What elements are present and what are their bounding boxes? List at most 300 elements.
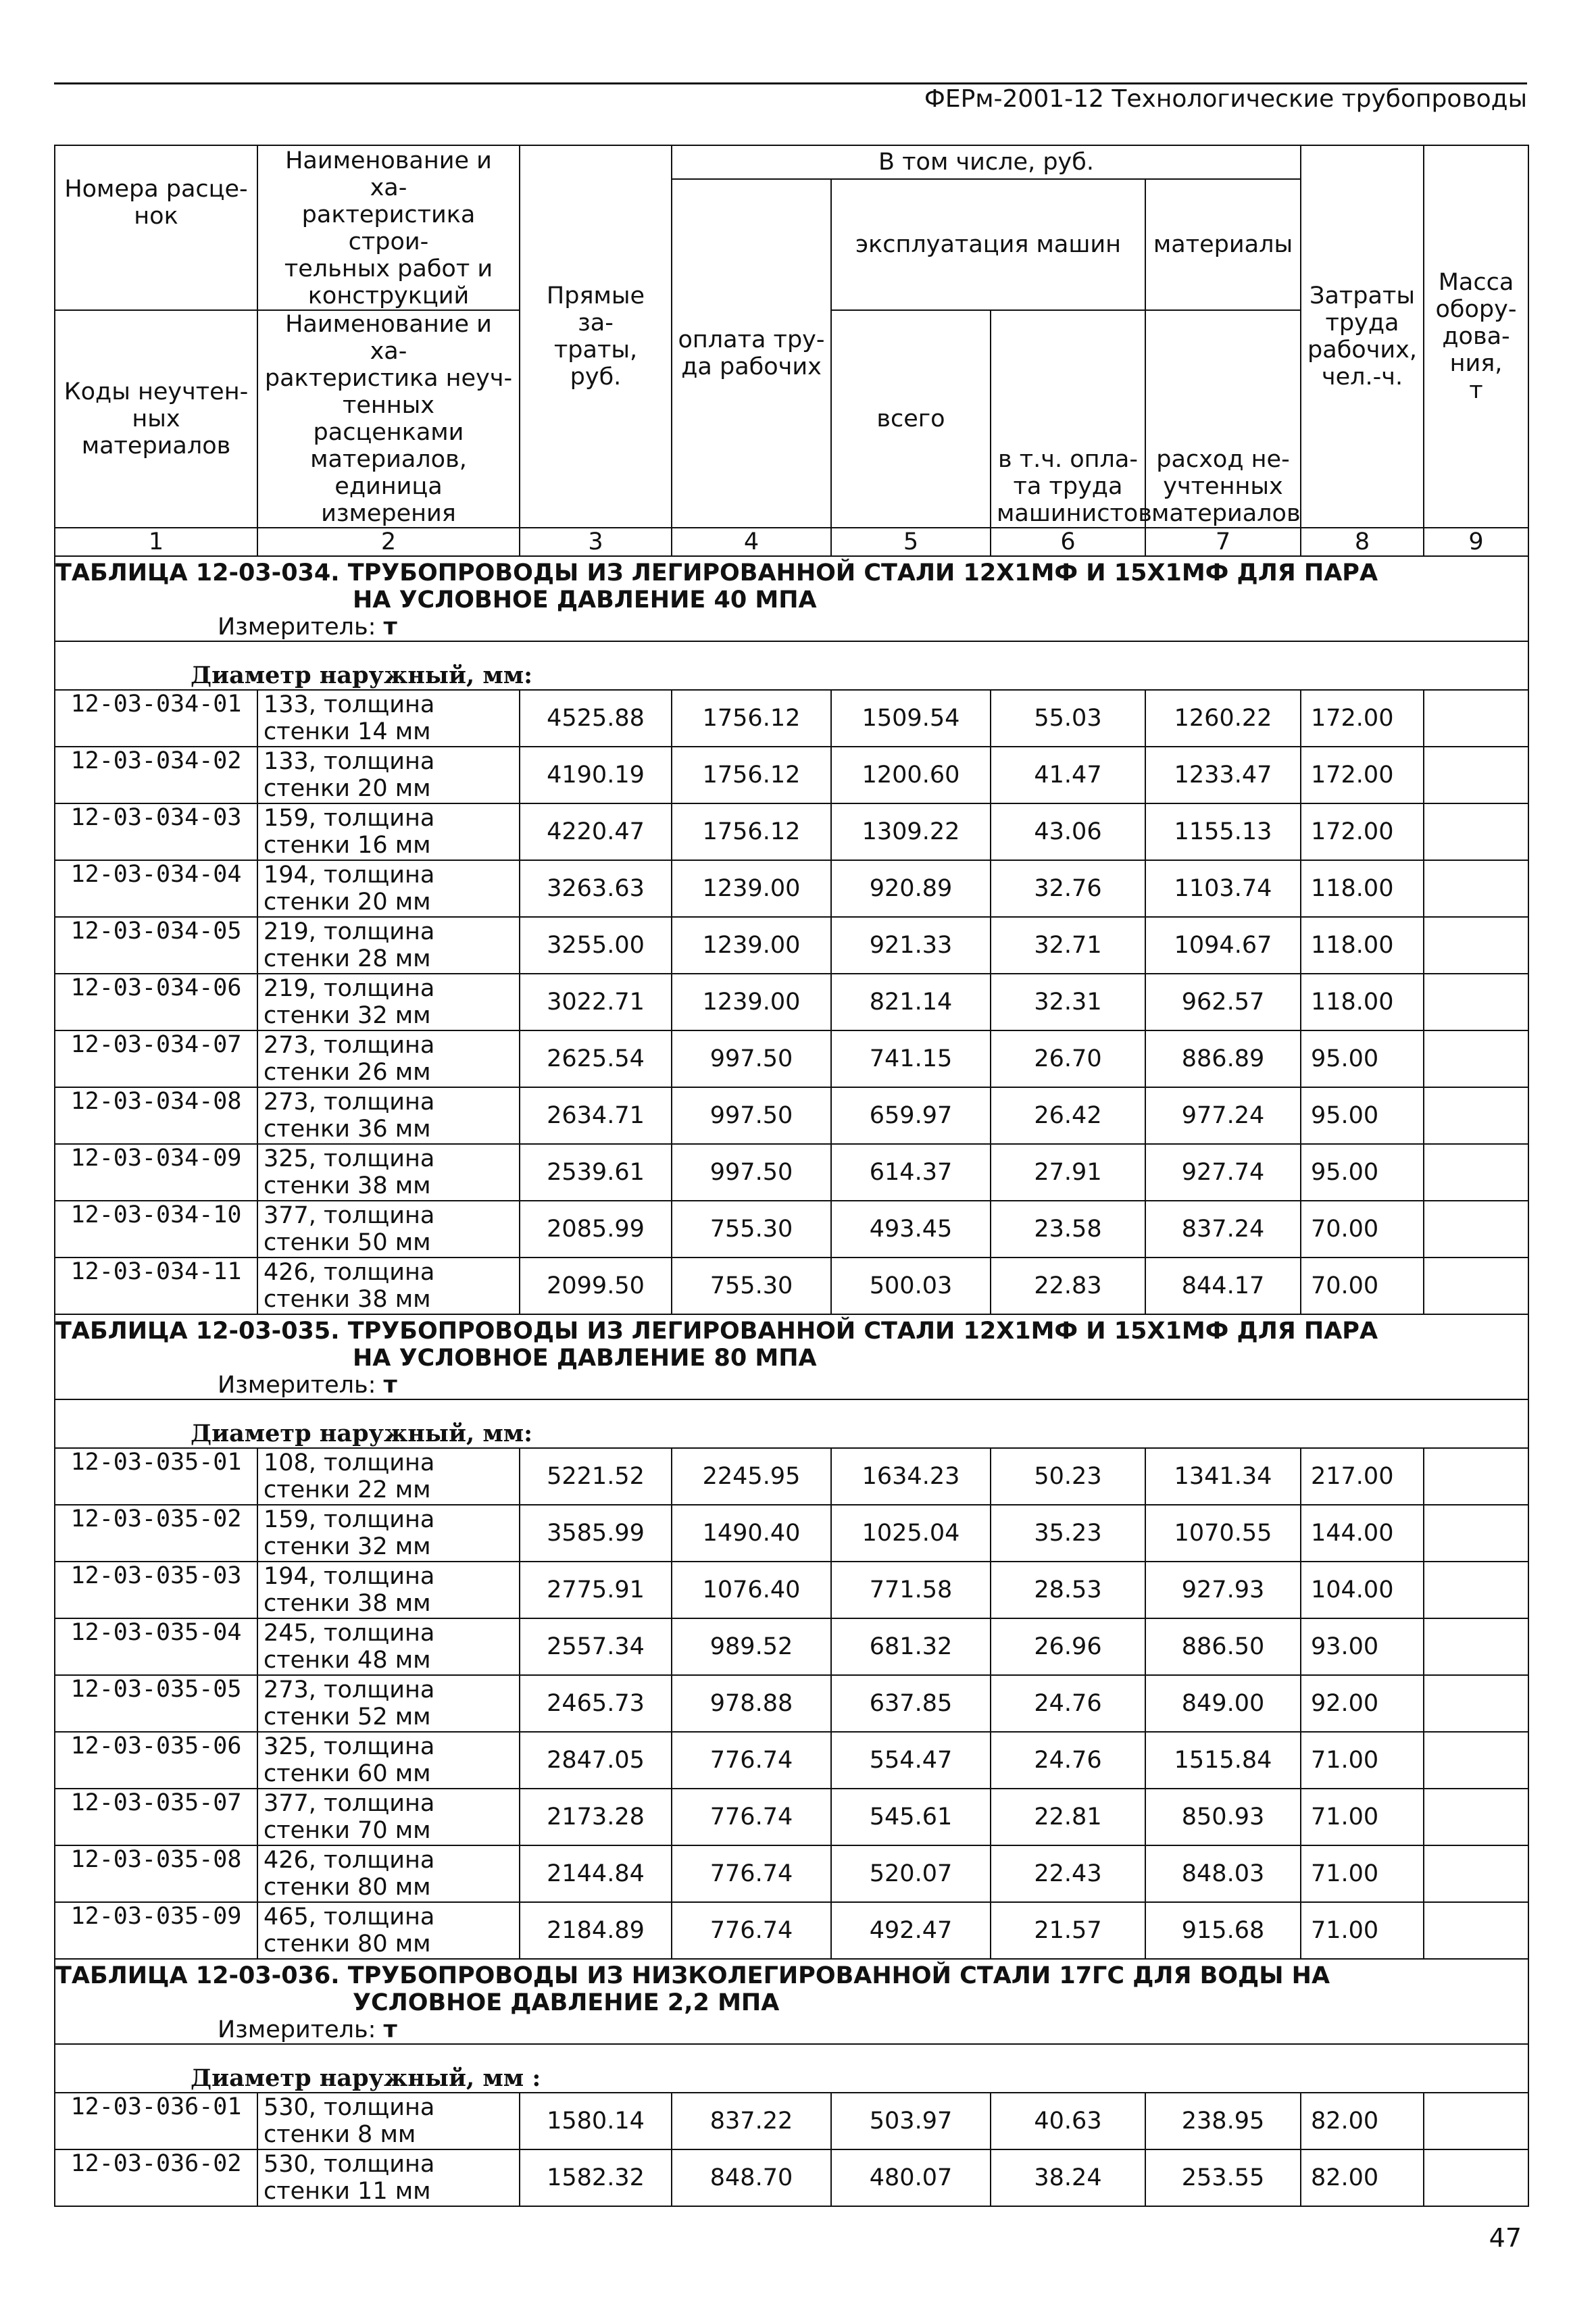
value-v4: 997.50: [672, 1030, 831, 1087]
table-row: [55, 2149, 1528, 2206]
value-v5: 1509.54: [831, 690, 991, 747]
rate-code: 12-03-035-06: [55, 1732, 257, 1789]
work-description: [257, 1258, 520, 1314]
value-v3: 1582.32: [520, 2149, 672, 2206]
work-description: [257, 1087, 520, 1144]
value-v5: 741.15: [831, 1030, 991, 1087]
value-v8: 172.00: [1301, 690, 1424, 747]
value-v5: 920.89: [831, 860, 991, 917]
description-line: 530, толщина: [264, 2094, 435, 2121]
value-v3: 2465.73: [520, 1675, 672, 1732]
value-v8: 95.00: [1301, 1144, 1424, 1201]
value-v4: 1239.00: [672, 974, 831, 1030]
value-v5: 1200.60: [831, 747, 991, 803]
measure-value: т: [383, 2016, 397, 2043]
value-v6: 35.23: [991, 1505, 1145, 1562]
value-v6: 26.96: [991, 1618, 1145, 1675]
value-v8: 118.00: [1301, 917, 1424, 974]
value-v9: [1424, 1618, 1528, 1675]
value-v4: 1756.12: [672, 803, 831, 860]
value-v8: 70.00: [1301, 1201, 1424, 1258]
value-v7: 1515.84: [1145, 1732, 1301, 1789]
table-row: [55, 1144, 1528, 1201]
value-v9: [1424, 690, 1528, 747]
work-description: [257, 1030, 520, 1087]
rate-code: 12-03-035-08: [55, 1845, 257, 1902]
work-description: [257, 1675, 520, 1732]
value-v4: 2245.95: [672, 1448, 831, 1505]
description-line: 194, толщина: [264, 862, 435, 889]
description-line: стенки 38 мм: [264, 1172, 431, 1199]
value-v9: [1424, 2149, 1528, 2206]
description-line: 325, толщина: [264, 1733, 435, 1760]
header-col7: расход не- учтенных материалов: [1145, 310, 1301, 528]
value-v7: 849.00: [1145, 1675, 1301, 1732]
description-line: стенки 52 мм: [264, 1703, 431, 1731]
description-line: 245, толщина: [264, 1620, 435, 1647]
value-v9: [1424, 747, 1528, 803]
value-v7: 253.55: [1145, 2149, 1301, 2206]
value-v9: [1424, 1201, 1528, 1258]
table-row: [55, 1618, 1528, 1675]
value-v3: 2557.34: [520, 1618, 672, 1675]
value-v7: 844.17: [1145, 1258, 1301, 1314]
section-title-row: [55, 1959, 1528, 2016]
section-title-row: [55, 556, 1528, 614]
value-v3: 3263.63: [520, 860, 672, 917]
description-line: 219, толщина: [264, 975, 435, 1002]
description-line: 159, толщина: [264, 805, 435, 832]
description-line: 133, толщина: [264, 691, 435, 718]
table-row: [55, 917, 1528, 974]
value-v8: 118.00: [1301, 860, 1424, 917]
value-v6: 21.57: [991, 1902, 1145, 1959]
table-row: [55, 1789, 1528, 1845]
value-v5: 921.33: [831, 917, 991, 974]
value-v4: 997.50: [672, 1144, 831, 1201]
value-v4: 776.74: [672, 1845, 831, 1902]
value-v5: 659.97: [831, 1087, 991, 1144]
value-v9: [1424, 1087, 1528, 1144]
measure-unit: [55, 614, 1528, 641]
rate-code: 12-03-036-02: [55, 2149, 257, 2206]
value-v5: 821.14: [831, 974, 991, 1030]
value-v4: 837.22: [672, 2093, 831, 2149]
value-v5: 492.47: [831, 1902, 991, 1959]
value-v4: 1490.40: [672, 1505, 831, 1562]
value-v4: 776.74: [672, 1902, 831, 1959]
rate-code: 12-03-034-09: [55, 1144, 257, 1201]
value-v9: [1424, 1030, 1528, 1087]
rate-code: 12-03-034-06: [55, 974, 257, 1030]
description-line: стенки 36 мм: [264, 1116, 431, 1143]
description-line: 194, толщина: [264, 1563, 435, 1590]
rate-code: 12-03-036-01: [55, 2093, 257, 2149]
description-line: 159, толщина: [264, 1506, 435, 1533]
table-row: [55, 690, 1528, 747]
header-col9: Масса обору- дова- ния, т: [1424, 145, 1528, 528]
value-v3: 2173.28: [520, 1789, 672, 1845]
table-row: [55, 1258, 1528, 1314]
work-description: [257, 1845, 520, 1902]
measure-value: т: [383, 614, 397, 641]
value-v7: 977.24: [1145, 1087, 1301, 1144]
value-v3: 4190.19: [520, 747, 672, 803]
rate-code: 12-03-035-07: [55, 1789, 257, 1845]
value-v4: 997.50: [672, 1087, 831, 1144]
value-v9: [1424, 1789, 1528, 1845]
value-v8: 82.00: [1301, 2149, 1424, 2206]
value-v9: [1424, 1505, 1528, 1562]
work-description: [257, 1902, 520, 1959]
value-v3: 2184.89: [520, 1902, 672, 1959]
value-v3: 4220.47: [520, 803, 672, 860]
description-line: стенки 70 мм: [264, 1817, 431, 1844]
value-v8: 217.00: [1301, 1448, 1424, 1505]
value-v3: 2625.54: [520, 1030, 672, 1087]
description-line: 465, толщина: [264, 1903, 435, 1931]
column-number: 1: [55, 528, 257, 556]
value-v6: 26.42: [991, 1087, 1145, 1144]
table-row: [55, 803, 1528, 860]
description-line: стенки 60 мм: [264, 1760, 431, 1787]
description-line: 325, толщина: [264, 1145, 435, 1172]
header-col8: Затраты труда рабочих, чел.-ч.: [1301, 145, 1424, 528]
value-v5: 681.32: [831, 1618, 991, 1675]
work-description: [257, 1732, 520, 1789]
value-v6: 27.91: [991, 1144, 1145, 1201]
header-col4: оплата тру- да рабочих: [672, 179, 831, 528]
value-v3: 3022.71: [520, 974, 672, 1030]
value-v3: 1580.14: [520, 2093, 672, 2149]
value-v6: 32.31: [991, 974, 1145, 1030]
value-v9: [1424, 1562, 1528, 1618]
value-v4: 978.88: [672, 1675, 831, 1732]
value-v7: 837.24: [1145, 1201, 1301, 1258]
description-line: стенки 20 мм: [264, 775, 431, 802]
value-v9: [1424, 860, 1528, 917]
header-col5: всего: [831, 310, 991, 528]
description-line: 219, толщина: [264, 918, 435, 945]
column-number: 9: [1424, 528, 1528, 556]
description-line: стенки 80 мм: [264, 1931, 431, 1958]
description-line: стенки 32 мм: [264, 1002, 431, 1029]
value-v9: [1424, 974, 1528, 1030]
value-v5: 1025.04: [831, 1505, 991, 1562]
value-v9: [1424, 803, 1528, 860]
value-v3: 2847.05: [520, 1732, 672, 1789]
description-line: стенки 26 мм: [264, 1059, 431, 1086]
value-v6: 32.76: [991, 860, 1145, 917]
value-v5: 500.03: [831, 1258, 991, 1314]
value-v8: 118.00: [1301, 974, 1424, 1030]
work-description: [257, 1789, 520, 1845]
value-v6: 55.03: [991, 690, 1145, 747]
table-row: [55, 860, 1528, 917]
value-v8: 95.00: [1301, 1087, 1424, 1144]
rate-code: 12-03-034-02: [55, 747, 257, 803]
value-v6: 32.71: [991, 917, 1145, 974]
value-v7: 238.95: [1145, 2093, 1301, 2149]
value-v4: 755.30: [672, 1258, 831, 1314]
value-v8: 104.00: [1301, 1562, 1424, 1618]
rate-code: 12-03-034-04: [55, 860, 257, 917]
column-number-row: [55, 528, 1528, 556]
work-description: [257, 917, 520, 974]
section-title: ТАБЛИЦА 12-03-035. ТРУБОПРОВОДЫ ИЗ ЛЕГИРОВАННОЙ СТАЛИ 12Х1МФ И 15Х1МФ ДЛЯ ПАРА: [55, 1318, 1378, 1345]
rate-code: 12-03-035-02: [55, 1505, 257, 1562]
value-v7: 1103.74: [1145, 860, 1301, 917]
header-materials: материалы: [1145, 179, 1301, 310]
value-v5: 1634.23: [831, 1448, 991, 1505]
value-v6: 50.23: [991, 1448, 1145, 1505]
description-line: стенки 8 мм: [264, 2121, 416, 2148]
value-v5: 480.07: [831, 2149, 991, 2206]
value-v4: 848.70: [672, 2149, 831, 2206]
value-v7: 927.74: [1145, 1144, 1301, 1201]
value-v5: 520.07: [831, 1845, 991, 1902]
work-description: [257, 1448, 520, 1505]
value-v6: 38.24: [991, 2149, 1145, 2206]
description-line: стенки 80 мм: [264, 1874, 431, 1901]
measure-label: Измеритель:: [218, 1372, 376, 1399]
description-line: 377, толщина: [264, 1790, 435, 1817]
description-line: 108, толщина: [264, 1449, 435, 1476]
value-v6: 23.58: [991, 1201, 1145, 1258]
value-v7: 850.93: [1145, 1789, 1301, 1845]
work-description: [257, 974, 520, 1030]
value-v6: 22.83: [991, 1258, 1145, 1314]
description-line: стенки 32 мм: [264, 1533, 431, 1560]
value-v6: 40.63: [991, 2093, 1145, 2149]
header-machines: эксплуатация машин: [831, 179, 1145, 310]
section-subtitle: НА УСЛОВНОЕ ДАВЛЕНИЕ 80 МПА: [353, 1345, 817, 1372]
value-v6: 43.06: [991, 803, 1145, 860]
value-v5: 503.97: [831, 2093, 991, 2149]
value-v5: 771.58: [831, 1562, 991, 1618]
rate-code: 12-03-034-11: [55, 1258, 257, 1314]
rate-code: 12-03-035-05: [55, 1675, 257, 1732]
table-row: [55, 1732, 1528, 1789]
section-subtitle: НА УСЛОВНОЕ ДАВЛЕНИЕ 40 МПА: [353, 587, 817, 614]
section-title-row: [55, 1314, 1528, 1372]
section-subtitle: УСЛОВНОЕ ДАВЛЕНИЕ 2,2 МПА: [353, 1989, 780, 2016]
value-v4: 776.74: [672, 1732, 831, 1789]
value-v8: 71.00: [1301, 1845, 1424, 1902]
value-v8: 95.00: [1301, 1030, 1424, 1087]
description-line: стенки 20 мм: [264, 889, 431, 916]
value-v3: 2085.99: [520, 1201, 672, 1258]
column-number: 4: [672, 528, 831, 556]
rates-table: [54, 145, 1529, 2207]
description-line: 530, толщина: [264, 2151, 435, 2178]
work-description: [257, 803, 520, 860]
table-row: [55, 974, 1528, 1030]
column-number: 3: [520, 528, 672, 556]
work-description: [257, 860, 520, 917]
value-v9: [1424, 1258, 1528, 1314]
column-number: 2: [257, 528, 520, 556]
work-description: [257, 2149, 520, 2206]
description-line: 426, толщина: [264, 1847, 435, 1874]
value-v6: 22.43: [991, 1845, 1145, 1902]
rate-code: 12-03-034-08: [55, 1087, 257, 1144]
value-v5: 637.85: [831, 1675, 991, 1732]
column-number: 6: [991, 528, 1145, 556]
value-v8: 92.00: [1301, 1675, 1424, 1732]
value-v9: [1424, 2093, 1528, 2149]
table-row: [55, 1845, 1528, 1902]
rate-code: 12-03-035-03: [55, 1562, 257, 1618]
header-col2-top: Наименование и ха- рактеристика строи- тельных работ и конструкций: [257, 145, 520, 310]
value-v9: [1424, 917, 1528, 974]
work-description: [257, 2093, 520, 2149]
value-v8: 71.00: [1301, 1789, 1424, 1845]
description-line: стенки 50 мм: [264, 1229, 431, 1256]
header-col6: в т.ч. опла- та труда машинистов: [991, 310, 1145, 528]
rate-code: 12-03-034-10: [55, 1201, 257, 1258]
work-description: [257, 1201, 520, 1258]
value-v5: 614.37: [831, 1144, 991, 1201]
value-v8: 93.00: [1301, 1618, 1424, 1675]
value-v6: 24.76: [991, 1732, 1145, 1789]
value-v8: 82.00: [1301, 2093, 1424, 2149]
value-v7: 927.93: [1145, 1562, 1301, 1618]
table-row: [55, 1030, 1528, 1087]
value-v7: 1341.34: [1145, 1448, 1301, 1505]
value-v4: 1239.00: [672, 917, 831, 974]
value-v9: [1424, 1448, 1528, 1505]
description-line: стенки 38 мм: [264, 1286, 431, 1313]
value-v4: 776.74: [672, 1789, 831, 1845]
section-title: ТАБЛИЦА 12-03-036. ТРУБОПРОВОДЫ ИЗ НИЗКОЛЕГИРОВАННОЙ СТАЛИ 17ГС ДЛЯ ВОДЫ НА: [55, 1962, 1330, 1989]
measure-label: Измеритель:: [218, 2016, 376, 2043]
value-v4: 1239.00: [672, 860, 831, 917]
value-v8: 172.00: [1301, 747, 1424, 803]
value-v9: [1424, 1732, 1528, 1789]
value-v8: 144.00: [1301, 1505, 1424, 1562]
value-v7: 848.03: [1145, 1845, 1301, 1902]
column-number: 7: [1145, 528, 1301, 556]
table-row: [55, 1087, 1528, 1144]
value-v7: 886.89: [1145, 1030, 1301, 1087]
section-title: ТАБЛИЦА 12-03-034. ТРУБОПРОВОДЫ ИЗ ЛЕГИРОВАННОЙ СТАЛИ 12Х1МФ И 15Х1МФ ДЛЯ ПАРА: [55, 559, 1378, 587]
value-v3: 2099.50: [520, 1258, 672, 1314]
column-number: 5: [831, 528, 991, 556]
description-line: 133, толщина: [264, 748, 435, 775]
value-v7: 962.57: [1145, 974, 1301, 1030]
description-line: 273, толщина: [264, 1032, 435, 1059]
rate-code: 12-03-034-05: [55, 917, 257, 974]
table-row: [55, 1902, 1528, 1959]
rate-code: 12-03-034-07: [55, 1030, 257, 1087]
rate-code: 12-03-034-01: [55, 690, 257, 747]
value-v3: 5221.52: [520, 1448, 672, 1505]
diameter-label: Диаметр наружный, мм:: [55, 1399, 1528, 1448]
value-v8: 71.00: [1301, 1732, 1424, 1789]
value-v3: 3585.99: [520, 1505, 672, 1562]
value-v8: 71.00: [1301, 1902, 1424, 1959]
value-v7: 1260.22: [1145, 690, 1301, 747]
table-row: [55, 1675, 1528, 1732]
measure-label: Измеритель:: [218, 614, 376, 641]
value-v6: 22.81: [991, 1789, 1145, 1845]
header-col1-bottom: Коды неучтен- ных материалов: [55, 310, 257, 528]
value-v3: 2144.84: [520, 1845, 672, 1902]
value-v5: 545.61: [831, 1789, 991, 1845]
description-line: стенки 11 мм: [264, 2178, 431, 2205]
description-line: стенки 38 мм: [264, 1590, 431, 1617]
measure-unit: [55, 2016, 1528, 2044]
work-description: [257, 1618, 520, 1675]
table-row: [55, 1201, 1528, 1258]
diameter-label: Диаметр наружный, мм :: [55, 2044, 1528, 2093]
value-v5: 554.47: [831, 1732, 991, 1789]
value-v5: 1309.22: [831, 803, 991, 860]
rate-code: 12-03-035-04: [55, 1618, 257, 1675]
value-v7: 1233.47: [1145, 747, 1301, 803]
value-v8: 172.00: [1301, 803, 1424, 860]
work-description: [257, 747, 520, 803]
header-col1-top: Номера расце- нок: [55, 145, 257, 310]
table-row: [55, 1448, 1528, 1505]
value-v6: 28.53: [991, 1562, 1145, 1618]
value-v6: 26.70: [991, 1030, 1145, 1087]
description-line: 377, толщина: [264, 1202, 435, 1229]
value-v6: 24.76: [991, 1675, 1145, 1732]
header-col2-bottom: Наименование и ха- рактеристика неуч- тенных расценками материалов, единица измерения: [257, 310, 520, 528]
value-v7: 1070.55: [1145, 1505, 1301, 1562]
diameter-label: Диаметр наружный, мм:: [55, 641, 1528, 690]
value-v3: 4525.88: [520, 690, 672, 747]
measure-value: т: [383, 1372, 397, 1399]
value-v7: 886.50: [1145, 1618, 1301, 1675]
header-incl: В том числе, руб.: [672, 145, 1301, 179]
header-col3: Прямые за- траты, руб.: [520, 145, 672, 528]
value-v4: 989.52: [672, 1618, 831, 1675]
description-line: 273, толщина: [264, 1676, 435, 1703]
value-v6: 41.47: [991, 747, 1145, 803]
description-line: стенки 14 мм: [264, 718, 431, 745]
page-header: ФЕРм-2001-12 Технологические трубопроводы: [924, 85, 1527, 113]
value-v3: 2539.61: [520, 1144, 672, 1201]
value-v4: 1756.12: [672, 690, 831, 747]
value-v8: 70.00: [1301, 1258, 1424, 1314]
value-v3: 2634.71: [520, 1087, 672, 1144]
value-v5: 493.45: [831, 1201, 991, 1258]
rate-code: 12-03-034-03: [55, 803, 257, 860]
value-v9: [1424, 1144, 1528, 1201]
table-row: [55, 747, 1528, 803]
column-number: 8: [1301, 528, 1424, 556]
table-row: [55, 1505, 1528, 1562]
value-v9: [1424, 1675, 1528, 1732]
value-v3: 3255.00: [520, 917, 672, 974]
value-v7: 1155.13: [1145, 803, 1301, 860]
rate-code: 12-03-035-01: [55, 1448, 257, 1505]
value-v7: 1094.67: [1145, 917, 1301, 974]
value-v9: [1424, 1845, 1528, 1902]
table-row: [55, 2093, 1528, 2149]
description-line: 426, толщина: [264, 1259, 435, 1286]
rate-code: 12-03-035-09: [55, 1902, 257, 1959]
work-description: [257, 1505, 520, 1562]
value-v4: 755.30: [672, 1201, 831, 1258]
work-description: [257, 1144, 520, 1201]
table-row: [55, 1562, 1528, 1618]
measure-unit: [55, 1372, 1528, 1399]
header-rule: [54, 82, 1527, 84]
